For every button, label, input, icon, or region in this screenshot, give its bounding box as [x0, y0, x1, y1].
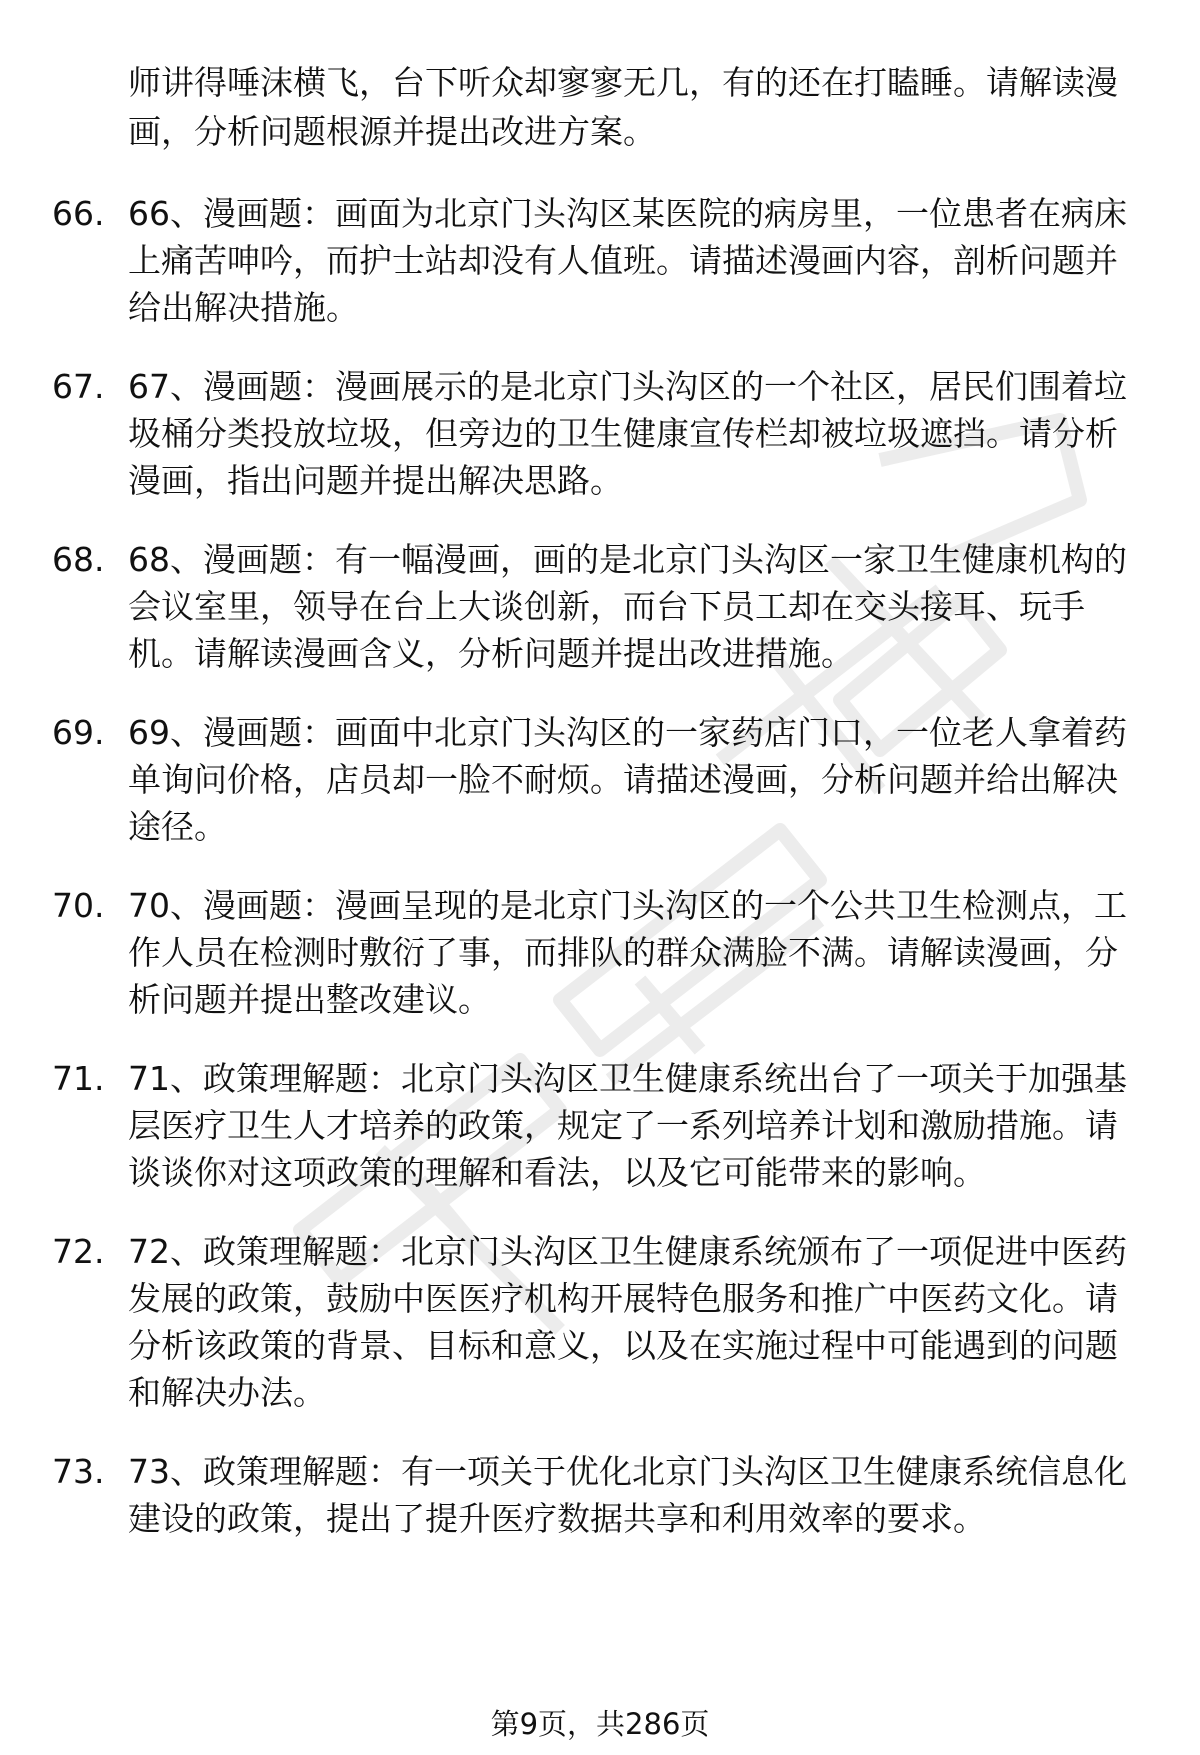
item-number: 69. — [52, 713, 105, 752]
item-text: 66、漫画题：画面为北京门头沟区某医院的病房里，一位患者在病床上痛苦呻吟，而护士站却没有人值班。请描述漫画内容，剖析问题并给出解决措施。 — [128, 194, 1127, 327]
item-text: 68、漫画题：有一幅漫画，画的是北京门头沟区一家卫生健康机构的会议室里，领导在台上大谈创新，而台下员工却在交头接耳、玩手机。请解读漫画含义，分析问题并提出改进措施。 — [128, 540, 1127, 673]
item-text: 71、政策理解题：北京门头沟区卫生健康系统出台了一项关于加强基层医疗卫生人才培养的政策，规定了一系列培养计划和激励措施。请谈谈你对这项政策的理解和看法，以及它可能带来的影响。 — [128, 1059, 1127, 1192]
item-number: 72. — [52, 1232, 105, 1271]
list-item — [0, 882, 1138, 1023]
item-text: 67、漫画题：漫画展示的是北京门头沟区的一个社区，居民们围着垃圾桶分类投放垃圾，但旁边的卫生健康宣传栏却被垃圾遮挡。请分析漫画，指出问题并提出解决思路。 — [128, 367, 1127, 500]
list-item — [0, 1228, 1138, 1416]
item-number: 68. — [52, 540, 105, 579]
page-footer: 第9页，共286页 — [490, 1707, 710, 1741]
item-text: 72、政策理解题：北京门头沟区卫生健康系统颁布了一项促进中医药发展的政策，鼓励中医医疗机构开展特色服务和推广中医药文化。请分析该政策的背景、目标和意义，以及在实施过程中可能遇到的问题和解决办法。 — [128, 1232, 1127, 1412]
list-item — [0, 709, 1138, 850]
item-number: 67. — [52, 367, 105, 406]
item-text: 70、漫画题：漫画呈现的是北京门头沟区的一个公共卫生检测点，工作人员在检测时敷衍了事，而排队的群众满脸不满。请解读漫画，分析问题并提出整改建议。 — [128, 886, 1127, 1019]
item-number: 73. — [52, 1452, 105, 1491]
list-item — [0, 1448, 1138, 1542]
item-number: 71. — [52, 1059, 105, 1098]
list-item — [0, 536, 1138, 677]
question-list — [0, 190, 1200, 1574]
item-text: 73、政策理解题：有一项关于优化北京门头沟区卫生健康系统信息化建设的政策，提出了提升医疗数据共享和利用效率的要求。 — [128, 1452, 1127, 1538]
list-item — [0, 190, 1138, 331]
item-number: 70. — [52, 886, 105, 925]
item-text: 69、漫画题：画面中北京门头沟区的一家药店门口，一位老人拿着药单询问价格，店员却一脸不耐烦。请描述漫画，分析问题并给出解决途径。 — [128, 713, 1127, 846]
list-item — [0, 1055, 1138, 1196]
list-item — [0, 363, 1138, 504]
item-number: 66. — [52, 194, 105, 233]
lead-paragraph: 师讲得唾沫横飞，台下听众却寥寥无几，有的还在打瞌睡。请解读漫画，分析问题根源并提出改进方案。 — [128, 63, 1118, 151]
